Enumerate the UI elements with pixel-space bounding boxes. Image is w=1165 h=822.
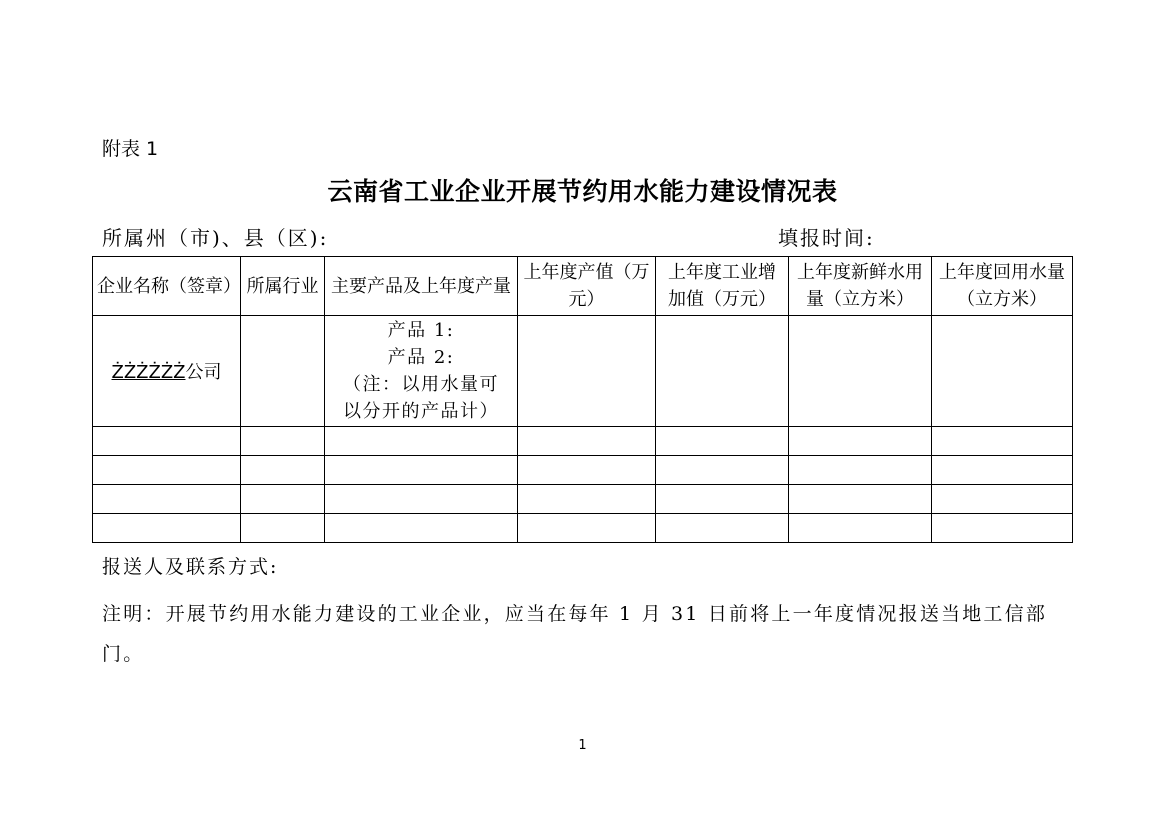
table-cell[interactable] (241, 514, 325, 543)
industry-cell[interactable] (241, 316, 325, 427)
fresh-water-cell[interactable] (789, 316, 932, 427)
table-cell[interactable] (241, 427, 325, 456)
products-cell[interactable] (325, 316, 518, 427)
col-header-industry: 所属行业 (241, 257, 325, 316)
table-row (93, 427, 1073, 456)
table-cell[interactable] (656, 514, 789, 543)
table-cell[interactable] (241, 485, 325, 514)
table-cell[interactable] (656, 427, 789, 456)
submission-note: 注明：开展节约用水能力建设的工业企业，应当在每年 1 月 31 日前将上一年度情况报送当地工信部门。 (102, 603, 1048, 665)
table-cell[interactable] (93, 514, 241, 543)
table-cell[interactable] (789, 427, 932, 456)
product-note-line2: 以分开的产品计） (343, 401, 499, 422)
table-row (93, 485, 1073, 514)
fill-time-label: 填报时间: (778, 226, 875, 250)
table-cell[interactable] (656, 485, 789, 514)
table-cell[interactable] (789, 456, 932, 485)
col-header-output-value: 上年度产值（万元） (518, 257, 656, 316)
table-row (93, 514, 1073, 543)
water-saving-table (92, 256, 1073, 543)
table-cell[interactable] (325, 427, 518, 456)
col-header-company: 企业名称（签章） (93, 257, 241, 316)
product-note-line1: （注：以用水量可 (343, 374, 499, 395)
table-cell[interactable] (932, 485, 1073, 514)
table-cell[interactable] (518, 514, 656, 543)
reused-water-cell[interactable] (932, 316, 1073, 427)
output-value-cell[interactable] (518, 316, 656, 427)
table-cell[interactable] (241, 456, 325, 485)
table-cell[interactable] (325, 485, 518, 514)
table-cell[interactable] (932, 514, 1073, 543)
col-header-fresh-water: 上年度新鲜水用量（立方米） (789, 257, 932, 316)
table-header-row (93, 257, 1073, 316)
product-1-label: 产品 1: (387, 320, 455, 341)
table-cell[interactable] (518, 456, 656, 485)
table-row (93, 456, 1073, 485)
table-cell[interactable] (932, 427, 1073, 456)
region-label: 所属州（市)、县（区): (102, 226, 329, 250)
company-name-placeholder: ŻŻŻŻŻŻ (111, 362, 186, 383)
table-cell[interactable] (932, 456, 1073, 485)
company-name-suffix: 公司 (185, 362, 222, 383)
attachment-label: 附表 1 (102, 138, 159, 160)
document-title: 云南省工业企业开展节约用水能力建设情况表 (327, 177, 838, 206)
table-cell[interactable] (656, 456, 789, 485)
table-cell[interactable] (325, 456, 518, 485)
table-cell[interactable] (93, 485, 241, 514)
reporter-contact-label: 报送人及联系方式: (102, 556, 279, 578)
table-cell[interactable] (325, 514, 518, 543)
table-cell[interactable] (518, 485, 656, 514)
company-name-cell[interactable] (93, 316, 241, 427)
product-2-label: 产品 2: (387, 347, 455, 368)
table-row (93, 316, 1073, 427)
added-value-cell[interactable] (656, 316, 789, 427)
col-header-added-value: 上年度工业增加值（万元） (656, 257, 789, 316)
table-cell[interactable] (518, 427, 656, 456)
table-cell[interactable] (789, 485, 932, 514)
table-cell[interactable] (789, 514, 932, 543)
page-number: 1 (578, 738, 587, 753)
col-header-reused-water: 上年度回用水量（立方米） (932, 257, 1073, 316)
table-cell[interactable] (93, 427, 241, 456)
table-cell[interactable] (93, 456, 241, 485)
col-header-products: 主要产品及上年度产量 (325, 257, 518, 316)
